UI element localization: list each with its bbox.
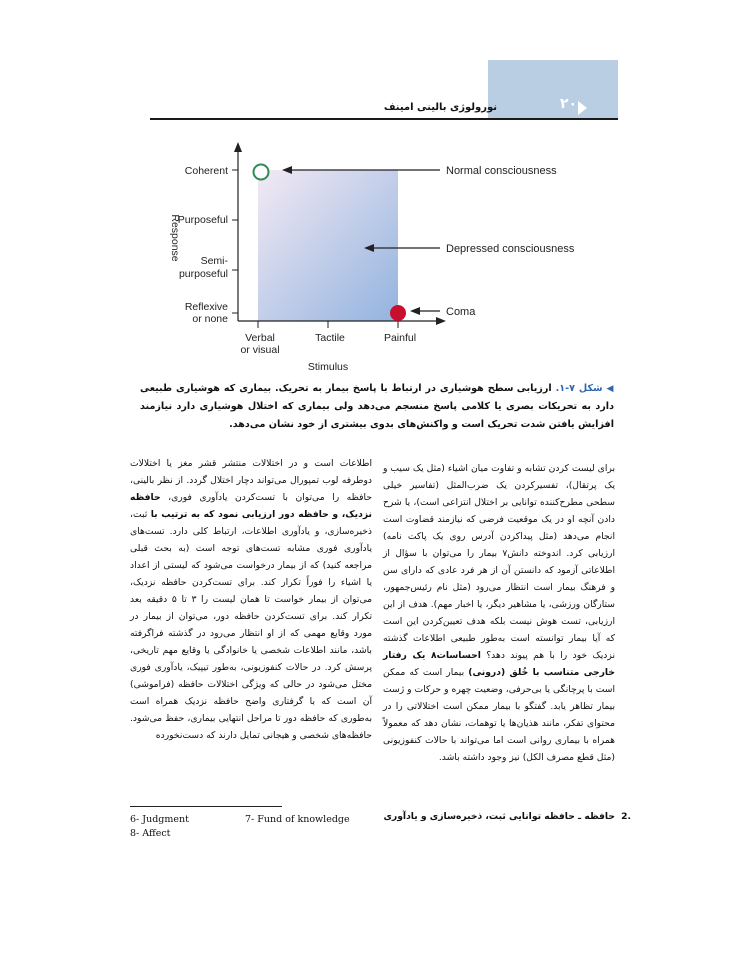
x-tick-label: or visual bbox=[240, 344, 280, 356]
normal-consciousness-marker bbox=[254, 165, 269, 180]
coma-marker bbox=[390, 305, 406, 321]
text-line: خیلی سطحی مطرح‌کننده توانایی بر اختلال انتزاعی است)، bbox=[383, 480, 615, 508]
x-tick-label: Tactile bbox=[315, 332, 345, 344]
caption-label: شکل ۷-۱. bbox=[555, 383, 603, 394]
text-line: ثبت، ذخیره‌سازی، و یادآوری اطلاعات، ارتباط کلی دارد. bbox=[130, 509, 372, 537]
text-line: یا توهمات، نشان دهد که معمولاً همراه با بیماری روانی bbox=[383, 718, 616, 746]
y-axis-arrow-icon bbox=[234, 142, 242, 152]
caption-line: کلامی پاسخ منسجم می‌دهد ولی بیماری که اختلال هوشیاری دارد نیازمند افزایش یافتن شدت تحریک است و واکنش‌های بدوی bbox=[140, 401, 614, 430]
x-axis-arrow-icon bbox=[436, 317, 446, 325]
text-line: سؤال از اطلاعاتی آزمود که دانستن آن از هر فرد عادی که bbox=[383, 548, 616, 576]
text-line: الکل) نیز وجود داشته باشد. bbox=[438, 752, 544, 763]
text-line: سیب و یک پرتقال)، تفسیرکردن یک ضرب‌المثل (تفاسیر bbox=[383, 463, 616, 491]
text-line: بالینی، حافظه را می‌توان با تست‌کردن یادآوری فوری، bbox=[130, 475, 372, 503]
y-tick-label: purposeful bbox=[178, 268, 228, 280]
coma-arrow-head-icon bbox=[410, 307, 420, 315]
footnote: 6- Judgment bbox=[130, 814, 189, 825]
y-tick-label: Reflexive bbox=[184, 301, 228, 313]
annotation-coma: Coma bbox=[446, 306, 476, 318]
text-line: ۳ تا ۵ دقیقه بعد تکرار کند. برای تست‌کردن حافظه دور، bbox=[130, 594, 373, 622]
text-line: حافظه نزدیک، می‌توان از بیمار خواست تا همان لیست را bbox=[130, 577, 373, 605]
text-line: مهم). هدف از این ارزیابی، تست هوش نیست بلکه هدف bbox=[383, 599, 616, 627]
text-line: قضاوت است انجام می‌دهد (مثل پیداکردن آدرس روی یک bbox=[383, 514, 615, 542]
consciousness-chart bbox=[140, 140, 590, 372]
footnote: 8- Affect bbox=[130, 828, 171, 839]
x-tick-label: Painful bbox=[383, 332, 417, 344]
text-line: در گذشته فراگرفته باشد، مانند اطلاعات شخصی یا bbox=[130, 628, 372, 656]
header-rule bbox=[150, 118, 618, 120]
y-axis-label: Response bbox=[169, 214, 181, 262]
text-line: است اما می‌تواند با حالات کنفوزیونی (مثل قطع مصرف bbox=[383, 735, 615, 763]
x-tick-label: Verbal bbox=[245, 332, 275, 344]
running-head-title: نورولوژی بالینی امینف bbox=[383, 102, 497, 113]
text-line: احساسات۸ یک رفتار خارجی متناسب با خُلق (درونی) bbox=[383, 650, 615, 678]
list-item-number: 2. bbox=[621, 811, 631, 822]
text-line: بحث قبلی مراجعه کنید) که از بیمار درخواست می‌شود که bbox=[130, 543, 373, 571]
header-triangle-icon bbox=[578, 101, 587, 115]
text-line: رئیس‌جمهور، ستارگان ورزشی، یا مشاهیر دیگر، یا اخبار bbox=[383, 582, 615, 610]
text-line: بیمار است که ممکن است با پرچانگی یا بی‌حرفی، وضعیت bbox=[383, 667, 615, 695]
text-line: تعیین‌کردن این است که آیا بیمار توانسته است به‌طور bbox=[383, 616, 615, 644]
text-line: یا شرح دادن آنچه او در یک موقعیت فرضی که نیازمند bbox=[383, 497, 615, 525]
page-number: ۲۰ bbox=[560, 96, 578, 112]
text-line: گرفتاری واضح حافظه نزدیک همراه است به‌طوری که bbox=[130, 696, 373, 724]
text-line: حافظه نزدیک، و حافظه دور ارزیابی نمود که به ترتیب با bbox=[130, 492, 373, 520]
text-line: می‌توان از بیمار در مورد وقایع مهمی که از او انتظار می‌رود bbox=[130, 611, 372, 639]
text-line: لیستی از اعداد یا اشیاء را فوراً تکرار کند. برای تست‌کردن bbox=[130, 560, 372, 588]
y-tick-label: Purposeful bbox=[177, 214, 228, 226]
annotation-normal: Normal consciousness bbox=[446, 165, 557, 177]
footnote-rule bbox=[130, 806, 282, 807]
list-item-memory bbox=[383, 808, 631, 825]
text-line: خانوادگی یا وقایع مهم تاریخی، پرسش کرد. در حالات bbox=[130, 645, 373, 673]
annotation-depressed: Depressed consciousness bbox=[446, 243, 575, 255]
right-column bbox=[383, 460, 615, 766]
text-line: اطلاعات است و در اختلالات منتشر قشر مغز یا اختلالات bbox=[130, 458, 372, 469]
caption-triangle-icon: ◀ bbox=[606, 384, 615, 394]
caption-line: بیشتری از خود نشان می‌دهد. bbox=[229, 419, 367, 430]
text-line: دارای سن و فرهنگ بیمار است انتظار می‌رود (مثل نام bbox=[383, 565, 616, 593]
figure-caption bbox=[140, 380, 614, 434]
list-item-text: حافظه ـ حافظه توانایی ثبت، ذخیره‌سازی و یادآوری bbox=[383, 811, 615, 822]
text-line: حافظه‌های شخصی و هیجانی تمایل دارند که دست‌نخورده bbox=[155, 730, 372, 741]
text-line: حالی که ویژگی اختلالات حافظه (فراموشی) آن است که با bbox=[130, 679, 372, 707]
x-axis-label: Stimulus bbox=[307, 361, 349, 372]
text-line: دوطرفه لوب تمپورال می‌تواند دچار اختلال گردد. از نظر bbox=[157, 475, 372, 486]
text-line: کنفوزیونی، به‌طور تیپیک، یادآوری فوری مختل می‌شود در bbox=[130, 662, 372, 690]
header-accent-block bbox=[488, 60, 618, 118]
y-tick-label: or none bbox=[192, 313, 228, 325]
caption-line: ارزیابی سطح هوشیاری در ارتباط با پاسخ بیمار به تحریک. بیماری که هوشیاری طبیعی دارد به تحریکات بصری یا bbox=[140, 383, 615, 412]
text-line: برای لیست کردن تشابه و تفاوت میان اشیاء (مثل یک bbox=[412, 463, 615, 474]
text-line: چهره و حرکات و ژست بیمار تظاهر یابد. گفتگو با بیمار bbox=[383, 684, 616, 712]
left-column bbox=[130, 455, 372, 744]
gradient-region bbox=[258, 170, 398, 321]
text-line: طبیعی اطلاعات گذشته نزدیک خود را با هم پیوند دهد؟ bbox=[383, 633, 615, 661]
text-line: تست‌های یادآوری فوری مشابه تست‌های توجه است (به bbox=[130, 526, 373, 554]
consciousness-figure bbox=[140, 140, 590, 372]
y-tick-label: Semi- bbox=[200, 255, 228, 267]
text-line: ممکن است اختلالاتی را در محتوای تفکر، مانند هذیان‌ها bbox=[383, 701, 615, 729]
text-line: پاکت نامه) ارزیابی کرد. اندوخته دانش۷ بیمار را می‌توان با bbox=[383, 531, 615, 559]
footnote: 7- Fund of knowledge bbox=[245, 814, 350, 825]
y-tick-label: Coherent bbox=[184, 165, 228, 177]
text-line: حافظه دور تا مراحل انتهایی بیماری، حفظ می‌شود. bbox=[130, 713, 326, 724]
